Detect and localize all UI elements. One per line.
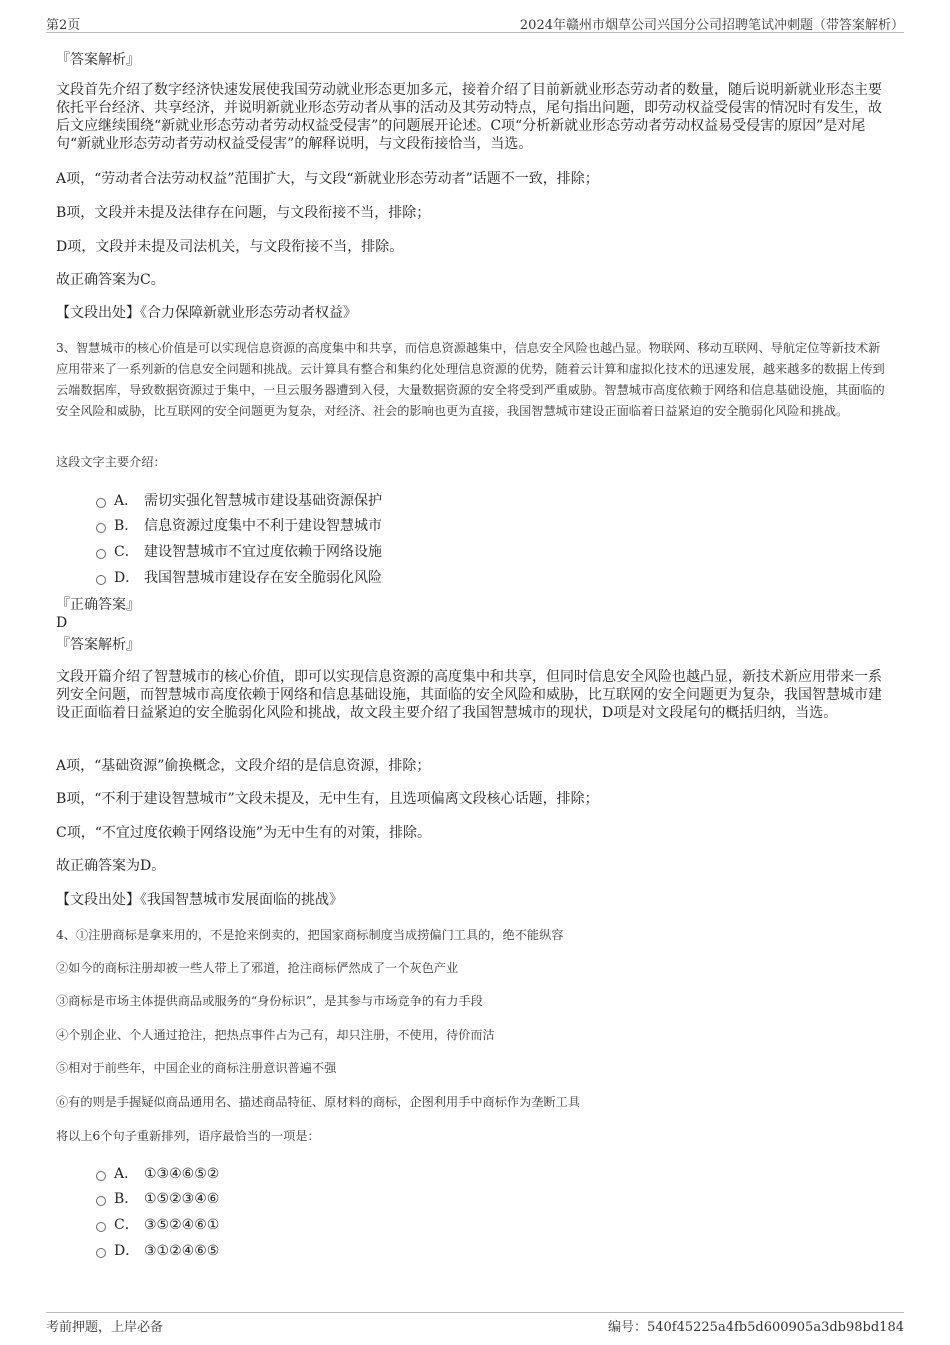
radio-icon[interactable] <box>96 498 106 508</box>
q3-conclusion: 故正确答案为D。 <box>56 858 166 874</box>
q4-option-b[interactable]: B． ①⑤②③④⑥ <box>96 1188 219 1208</box>
q3-analysis-label: 『答案解析』 <box>56 637 140 653</box>
q4-sentence-1: 4、①注册商标是拿来用的，不是抢来倒卖的，把国家商标制度当成捞偏门工具的，绝不能纵容 <box>56 928 564 942</box>
q2-analysis-label: 『答案解析』 <box>56 52 140 68</box>
q2-option-b-analysis: B项，文段并未提及法律存在问题，与文段衔接不当，排除； <box>56 205 431 221</box>
q2-option-d-analysis: D项，文段并未提及司法机关，与文段衔接不当，排除。 <box>56 239 404 255</box>
radio-icon[interactable] <box>96 1248 106 1258</box>
q3-option-d[interactable]: D． 我国智慧城市建设存在安全脆弱化风险 <box>96 567 382 587</box>
q3-answer-label: 『正确答案』 <box>56 597 140 613</box>
q4-sentence-3: ③商标是市场主体提供商品或服务的“身份标识”，是其参与市场竞争的有力手段 <box>56 994 483 1008</box>
radio-icon[interactable] <box>96 1222 106 1232</box>
q4-sentence-2: ②如今的商标注册却被一些人带上了邪道，抢注商标俨然成了一个灰色产业 <box>56 961 459 975</box>
page-footer <box>46 1312 904 1335</box>
q4-option-a[interactable]: A． ①③④⑥⑤② <box>96 1163 219 1183</box>
q3-option-c-analysis: C项，“不宜过度依赖于网络设施”为无中生有的对策，排除。 <box>56 825 432 841</box>
q2-conclusion: 故正确答案为C。 <box>56 272 165 288</box>
radio-icon[interactable] <box>96 1171 106 1181</box>
radio-icon[interactable] <box>96 1196 106 1206</box>
radio-icon[interactable] <box>96 575 106 585</box>
q4-prompt: 将以上6个句子重新排列，语序最恰当的一项是： <box>56 1129 320 1143</box>
q3-option-b[interactable]: B． 信息资源过度集中不利于建设智慧城市 <box>96 515 382 535</box>
q3-analysis-text: 文段开篇介绍了智慧城市的核心价值，即可以实现信息资源的高度集中和共享，但同时信息安全风险也越凸显，新技术新应用带来一系列安全问题，而智慧城市高度依赖于网络和信息基础设施，其面临的安全风险和威胁，比互联网的安全问题更为复杂，我国智慧城市建设正面临着日益紧迫的安全脆弱化风险和挑战，故文段主要介绍了我国智慧城市的现状，D项是对文段尾句的概括归纳，当选。 <box>56 669 882 721</box>
q3-option-b-analysis: B项，“不利于建设智慧城市”文段未提及，无中生有，且选项偏离文段核心话题，排除； <box>56 791 599 807</box>
q4-sentence-4: ④个别企业、个人通过抢注，把热点事件占为己有，却只注册，不使用，待价而沽 <box>56 1028 495 1042</box>
q4-option-d[interactable]: D． ③①②④⑥⑤ <box>96 1240 219 1260</box>
radio-icon[interactable] <box>96 549 106 559</box>
page-header <box>46 12 904 33</box>
document-title: 2024年赣州市烟草公司兴国分公司招聘笔试冲刺题（带答案解析） <box>519 18 904 33</box>
q2-source: 【文段出处】《合力保障新就业形态劳动者权益》 <box>56 305 357 321</box>
q3-option-c[interactable]: C． 建设智慧城市不宜过度依赖于网络设施 <box>96 541 382 561</box>
q3-prompt: 这段文字主要介绍： <box>56 455 166 469</box>
q4-option-c[interactable]: C． ③⑤②④⑥① <box>96 1214 219 1234</box>
q2-analysis-text: 文段首先介绍了数字经济快速发展使我国劳动就业形态更加多元，接着介绍了目前新就业形态劳动者的数量，随后说明新就业形态主要依托平台经济、共享经济，并说明新就业形态劳动者从事的活动及其劳动特点，尾句指出问题，即劳动权益受侵害的情况时有发生，故后文应继续围绕“新就业形态劳动者劳动权益受侵害”的问题展开论述。C项“分析新就业形态劳动者劳动权益易受侵害的原因”是对尾句“新就业形态劳动者劳动权益受侵害”的解释说明，与文段衔接恰当，当选。 <box>56 82 882 152</box>
q3-option-a-analysis: A项，“基础资源”偷换概念，文段介绍的是信息资源，排除； <box>56 758 431 774</box>
q3-option-a[interactable]: A． 需切实强化智慧城市建设基础资源保护 <box>96 490 382 510</box>
q4-sentence-6: ⑥有的则是手握疑似商品通用名、描述商品特征、原材料的商标，企图利用手中商标作为垄断工具 <box>56 1095 581 1109</box>
page-number: 第2页 <box>46 18 81 33</box>
q2-option-a-analysis: A项，“劳动者合法劳动权益”范围扩大，与文段“新就业形态劳动者”话题不一致，排除； <box>56 171 599 187</box>
footer-slogan: 考前押题，上岸必备 <box>46 1320 164 1335</box>
q3-source: 【文段出处】《我国智慧城市发展面临的挑战》 <box>56 892 343 908</box>
q3-stem: 3、智慧城市的核心价值是可以实现信息资源的高度集中和共享，而信息资源越集中，信息安全风险也越凸显。物联网、移动互联网、导航定位等新技术新应用带来了一系列新的信息安全问题和挑战。云计算具有整合和集约化处理信息资源的优势，随着云计算和虚拟化技术的迅速发展，越来越多的数据上传到云端数据库，导致数据资源过于集中，一旦云服务器遭到入侵，大量数据资源的安全将受到严重威胁。智慧城市高度依赖于网络和信息基础设施，其面临的安全风险和威胁，比互联网的安全问题更为复杂，对经济、社会的影响也更为直接，我国智慧城市建设正面临着日益紧迫的安全脆弱化风险和挑战。 <box>56 341 885 418</box>
q3-answer: D <box>56 615 68 631</box>
radio-icon[interactable] <box>96 523 106 533</box>
q4-sentence-5: ⑤相对于前些年，中国企业的商标注册意识普遍不强 <box>56 1061 337 1075</box>
document-code: 编号：540f45225a4fb5d600905a3db98bd184 <box>607 1320 904 1335</box>
